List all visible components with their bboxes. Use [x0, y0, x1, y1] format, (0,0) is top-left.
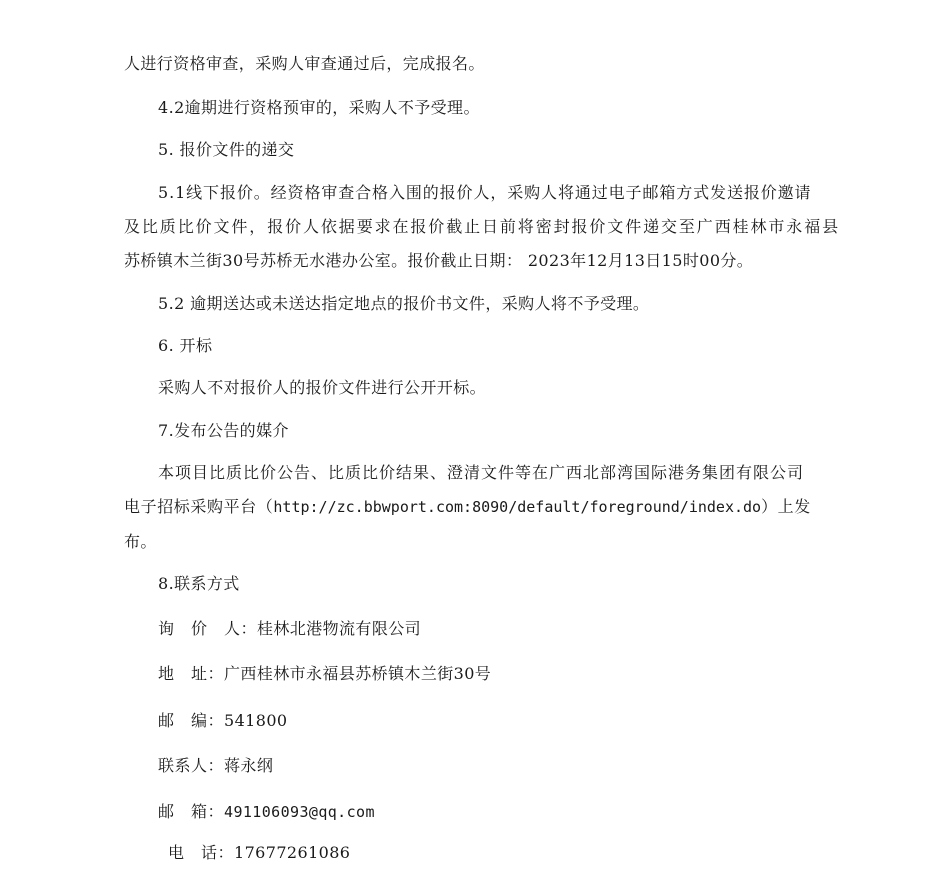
postcode-label: 邮 编：	[158, 711, 225, 730]
section-7-line-3: 布。	[124, 532, 157, 551]
section-5-1-line-1: 5.1线下报价。经资格审查合格入围的报价人，采购人将通过电子邮箱方式发送报价邀请	[158, 183, 812, 202]
section-5-1-line-3: 苏桥镇木兰街30号苏桥无水港办公室。报价截止日期： 2023年12月13日15时00分。	[124, 251, 754, 270]
phone-label: 电 话：	[168, 843, 235, 862]
platform-prefix: 电子招标采购平台（	[124, 497, 274, 516]
email-value: 491106093@qq.com	[224, 803, 375, 821]
address-label: 地 址：	[158, 664, 225, 683]
section-8-heading: 8.联系方式	[158, 574, 240, 593]
contact-address	[158, 664, 491, 684]
section-4-2: 4.2逾期进行资格预审的，采购人不予受理。	[158, 98, 480, 117]
section-7-line-2	[124, 497, 811, 517]
section-5-2: 5.2 逾期送达或未送达指定地点的报价书文件，采购人将不予受理。	[158, 294, 650, 313]
section-6-heading: 6. 开标	[158, 336, 213, 355]
inquirer-value: 桂林北港物流有限公司	[257, 619, 422, 638]
inquirer-label: 询 价 人：	[158, 619, 258, 638]
section-6-text: 采购人不对报价人的报价文件进行公开开标。	[158, 378, 487, 397]
platform-suffix: ）上发	[761, 497, 811, 516]
contact-person	[158, 756, 273, 776]
contact-value: 蒋永纲	[224, 756, 274, 775]
address-value: 广西桂林市永福县苏桥镇木兰街30号	[224, 664, 492, 683]
paragraph-line: 人进行资格审查，采购人审查通过后，完成报名。	[124, 54, 485, 73]
contact-postcode	[158, 711, 288, 731]
contact-email	[158, 802, 375, 822]
contact-inquirer	[158, 619, 421, 639]
email-label: 邮 箱：	[158, 802, 225, 821]
phone-value: 17677261086	[234, 843, 351, 862]
section-7-heading: 7.发布公告的媒介	[158, 421, 289, 440]
platform-url: http://zc.bbwport.com:8090/default/foreground/index.do	[273, 498, 762, 516]
contact-label: 联系人：	[158, 756, 225, 775]
postcode-value: 541800	[224, 711, 288, 730]
contact-phone	[168, 843, 350, 863]
section-7-line-1: 本项目比质比价公告、比质比价结果、澄清文件等在广西北部湾国际港务集团有限公司	[158, 463, 805, 482]
section-5-heading: 5. 报价文件的递交	[158, 140, 295, 159]
section-5-1-line-2: 及比质比价文件，报价人依据要求在报价截止日前将密封报价文件递交至广西桂林市永福县	[124, 217, 841, 236]
